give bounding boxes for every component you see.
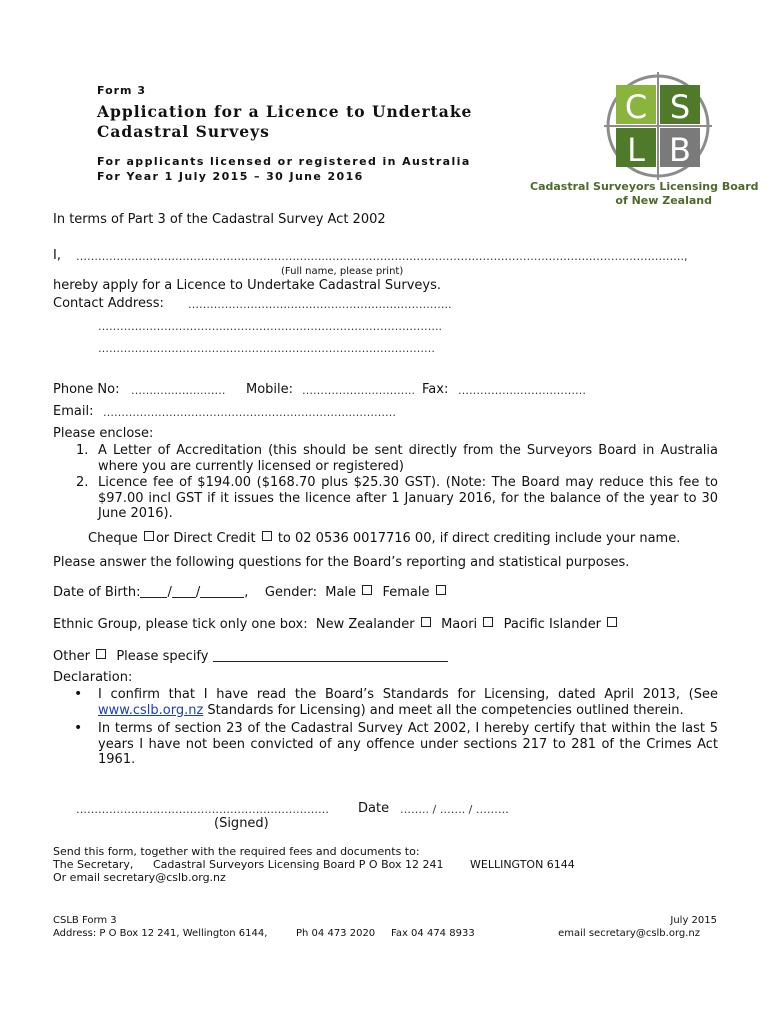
- signed-caption: (Signed): [214, 816, 269, 831]
- enclose-item-licence-fee: Licence fee of $194.00 ($168.70 plus $25.30 GST). (Note: The Board may reduce this fee to $97.00 incl GST if it issues the licence after 1 January 2016, for the balance of the year to 30 June 2016).: [98, 475, 718, 521]
- direct-credit-checkbox[interactable]: [262, 531, 272, 541]
- please-specify-label: Please specify: [116, 649, 209, 664]
- new-zealander-label: New Zealander: [315, 617, 415, 632]
- phone-label: Phone No:: [53, 382, 120, 397]
- declaration-standards: [98, 687, 718, 718]
- footer-fax: Fax 04 474 8933: [391, 928, 475, 939]
- apply-statement: hereby apply for a Licence to Undertake Cadastral Surveys.: [53, 278, 442, 293]
- declaration-standards-text: I confirm that I have read the Board’s Standards for Licensing, dated April 2013, (See: [98, 687, 718, 702]
- maori-label: Maori: [441, 617, 478, 632]
- direct-credit-label: or Direct Credit: [155, 531, 256, 546]
- form-title-line2: Cadastral Surveys: [97, 122, 270, 141]
- cslb-website-link[interactable]: www.cslb.org.nz: [98, 702, 204, 718]
- ethnic-label: Ethnic Group, please tick only one box:: [53, 617, 308, 632]
- enclose-heading: Please enclose:: [53, 426, 154, 441]
- payment-line: [88, 531, 680, 546]
- footer-date: July 2015: [670, 915, 717, 926]
- new-zealander-checkbox[interactable]: [421, 617, 431, 627]
- questions-intro: Please answer the following questions for the Board’s reporting and statistical purposes.: [53, 555, 630, 570]
- male-checkbox[interactable]: [362, 585, 372, 595]
- female-label: Female: [382, 585, 430, 600]
- cheque-label: Cheque: [88, 531, 138, 546]
- footer-form-name: CSLB Form 3: [53, 915, 117, 926]
- declaration-heading: Declaration:: [53, 670, 133, 685]
- email-label: Email:: [53, 404, 94, 419]
- footer-email: email secretary@cslb.org.nz: [558, 928, 700, 939]
- logo-letter-b: B: [669, 131, 691, 169]
- ethnic-row: [53, 617, 619, 632]
- full-name-field[interactable]: ……………………………………………………….…..…………………………………………………………………………………….,: [76, 250, 688, 263]
- name-prefix: I,: [53, 248, 61, 263]
- dob-row: Date of Birth: / / , Gender: Male Female: [53, 585, 448, 600]
- male-label: Male: [325, 585, 357, 600]
- pacific-islander-label: Pacific Islander: [503, 617, 602, 632]
- logo-name-line1: Cadastral Surveyors Licensing Board: [530, 180, 759, 193]
- secretary-label: The Secretary,: [53, 858, 134, 871]
- intro-text: In terms of Part 3 of the Cadastral Survey Act 2002: [53, 212, 386, 227]
- enclose-item-number: 1.: [76, 443, 89, 458]
- full-name-caption: (Full name, please print): [281, 266, 404, 277]
- enclose-item-number: 2.: [76, 475, 89, 490]
- mobile-field[interactable]: ………………..………..: [302, 384, 415, 397]
- declaration-standards-text-end: Standards for Licensing) and meet all the competencies outlined therein.: [207, 702, 684, 718]
- footer-address: Address: P O Box 12 241, Wellington 6144,: [53, 928, 268, 939]
- email-field[interactable]: …………………………………………………………..…………: [103, 406, 396, 419]
- footer-phone: Ph 04 473 2020: [296, 928, 376, 939]
- send-instructions: Send this form, together with the required fees and documents to:: [53, 845, 420, 858]
- send-email: Or email secretary@cslb.org.nz: [53, 871, 226, 884]
- phone-field[interactable]: …….…..……..……: [131, 384, 226, 397]
- signature-field[interactable]: ……………………………………………………………: [76, 803, 329, 816]
- cheque-checkbox[interactable]: [144, 531, 154, 541]
- dob-day-field[interactable]: [140, 597, 167, 598]
- logo-letter-s: S: [669, 88, 691, 126]
- logo-name-line2: of New Zealand: [615, 194, 712, 207]
- other-specify-field[interactable]: [213, 661, 448, 662]
- bullet-icon: •: [74, 720, 83, 736]
- board-city: WELLINGTON 6144: [470, 858, 575, 871]
- gender-label: Gender:: [264, 585, 317, 600]
- form-number: Form 3: [97, 84, 146, 97]
- other-checkbox[interactable]: [96, 649, 106, 659]
- dob-year-field[interactable]: [200, 597, 244, 598]
- bank-account-text: to 02 0536 0017716 00, if direct crediting include your name.: [277, 531, 681, 546]
- dob-label: Date of Birth:: [53, 585, 141, 600]
- contact-address-field-3[interactable]: ……………………………..…………………………………………………: [98, 342, 435, 355]
- other-row: [53, 649, 448, 664]
- form-subtitle-line1: For applicants licensed or registered in Australia: [97, 155, 471, 168]
- fax-label: Fax:: [422, 382, 449, 397]
- other-label: Other: [53, 649, 90, 664]
- contact-address-field-1[interactable]: ……………………….……………………………………..: [188, 298, 452, 311]
- date-label: Date: [358, 801, 390, 816]
- declaration-convictions: In terms of section 23 of the Cadastral Survey Act 2002, I hereby certify that within the last 5 years I have not been convicted of any offence under sections 217 to 281 of the Crimes Act 1961.: [98, 721, 718, 767]
- fax-field[interactable]: ……………..………………: [458, 384, 586, 397]
- cslb-logo-icon: [598, 70, 718, 182]
- enclose-item-accreditation: A Letter of Accreditation (this should be sent directly from the Surveyors Board in Australia where you are currently licensed or registered): [98, 443, 718, 474]
- cslb-logo: [598, 70, 718, 182]
- contact-address-field-2[interactable]: ……………………………..…………………………………………………..: [98, 320, 442, 333]
- mobile-label: Mobile:: [246, 382, 294, 397]
- bullet-icon: •: [74, 686, 83, 702]
- pacific-islander-checkbox[interactable]: [607, 617, 617, 627]
- maori-checkbox[interactable]: [483, 617, 493, 627]
- contact-address-label: Contact Address:: [53, 296, 164, 311]
- form-title-line1: Application for a Licence to Undertake: [97, 102, 473, 121]
- board-address: Cadastral Surveyors Licensing Board P O Box 12 241: [153, 858, 444, 871]
- logo-letter-l: L: [627, 131, 645, 169]
- date-field[interactable]: …….. / ……. / ………: [400, 803, 509, 816]
- dob-month-field[interactable]: [172, 597, 196, 598]
- form-subtitle-line2: For Year 1 July 2015 – 30 June 2016: [97, 170, 364, 183]
- logo-letter-c: C: [624, 88, 648, 126]
- female-checkbox[interactable]: [436, 585, 446, 595]
